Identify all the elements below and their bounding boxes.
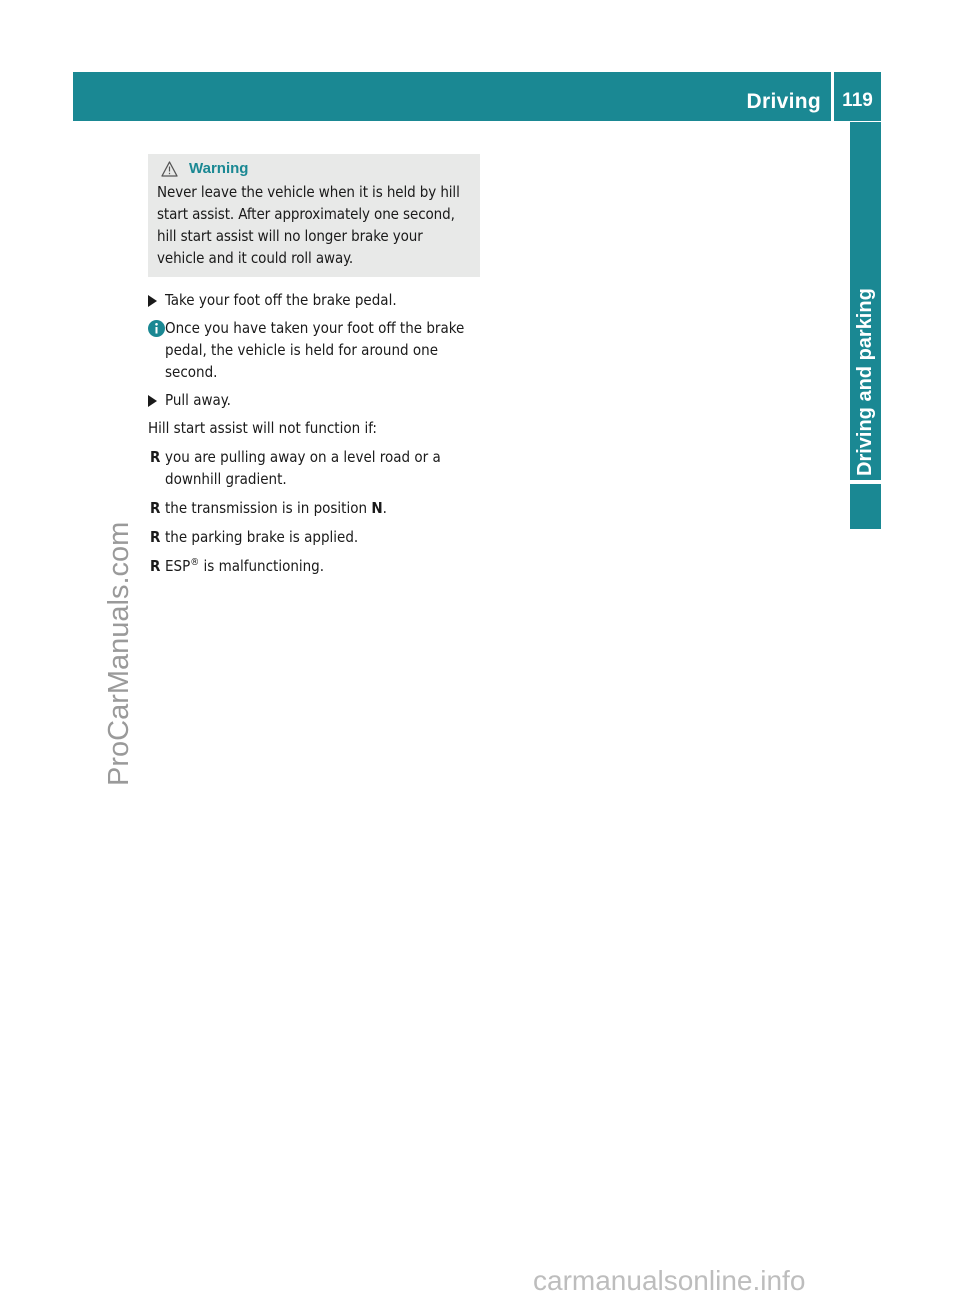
list-item-suffix: is malfunctioning. <box>199 557 325 575</box>
list-item-text: ESP <box>165 557 191 575</box>
main-content <box>148 154 480 584</box>
bullet-marker: R <box>150 528 161 546</box>
list-item <box>148 555 480 577</box>
step-arrow-icon <box>148 395 157 407</box>
list-item-suffix: . <box>382 499 387 517</box>
bullet-marker: R <box>150 499 161 517</box>
watermark-procarmanuals: ProCarManuals.com <box>103 521 135 786</box>
chapter-tab-label: Driving and parking <box>854 288 876 476</box>
list-item-text: the parking brake is applied. <box>165 528 359 546</box>
list-item <box>148 446 480 490</box>
list-item-text: the transmission is in position <box>165 499 372 517</box>
page-number: 119 <box>842 90 873 111</box>
chapter-tab-marker <box>850 484 881 529</box>
page-header <box>73 72 881 121</box>
warning-title: Warning <box>189 160 249 177</box>
conditions-intro: Hill start assist will not function if: <box>148 419 377 437</box>
warning-text: Never leave the vehicle when it is held by hill start assist. After approximately one second, hill start assist will no longer brake your vehicle and it could roll away. <box>157 183 460 267</box>
registered-mark: ® <box>190 557 200 568</box>
warning-triangle-icon <box>161 161 178 177</box>
list-item <box>148 526 480 548</box>
list-item-text: you are pulling away on a level road or a downhill gradient. <box>165 448 441 488</box>
step-text: Take your foot off the brake pedal. <box>165 291 397 309</box>
step-item <box>148 289 480 311</box>
bullet-marker: R <box>150 557 161 575</box>
step-item <box>148 389 480 411</box>
list-item <box>148 497 480 519</box>
gear-position-n: N <box>371 499 383 517</box>
chapter-tab <box>850 122 881 480</box>
watermark-carmanualsonline: carmanualsonline.info <box>533 1265 806 1296</box>
bullet-marker: R <box>150 448 161 466</box>
info-text: Once you have taken your foot off the brake pedal, the vehicle is held for around one second. <box>165 319 465 381</box>
section-title: Driving <box>746 90 821 113</box>
step-arrow-icon <box>148 295 157 307</box>
warning-header <box>157 157 474 181</box>
info-note <box>148 317 480 383</box>
info-icon <box>148 320 165 337</box>
step-text: Pull away. <box>165 391 231 409</box>
warning-box <box>148 154 480 277</box>
